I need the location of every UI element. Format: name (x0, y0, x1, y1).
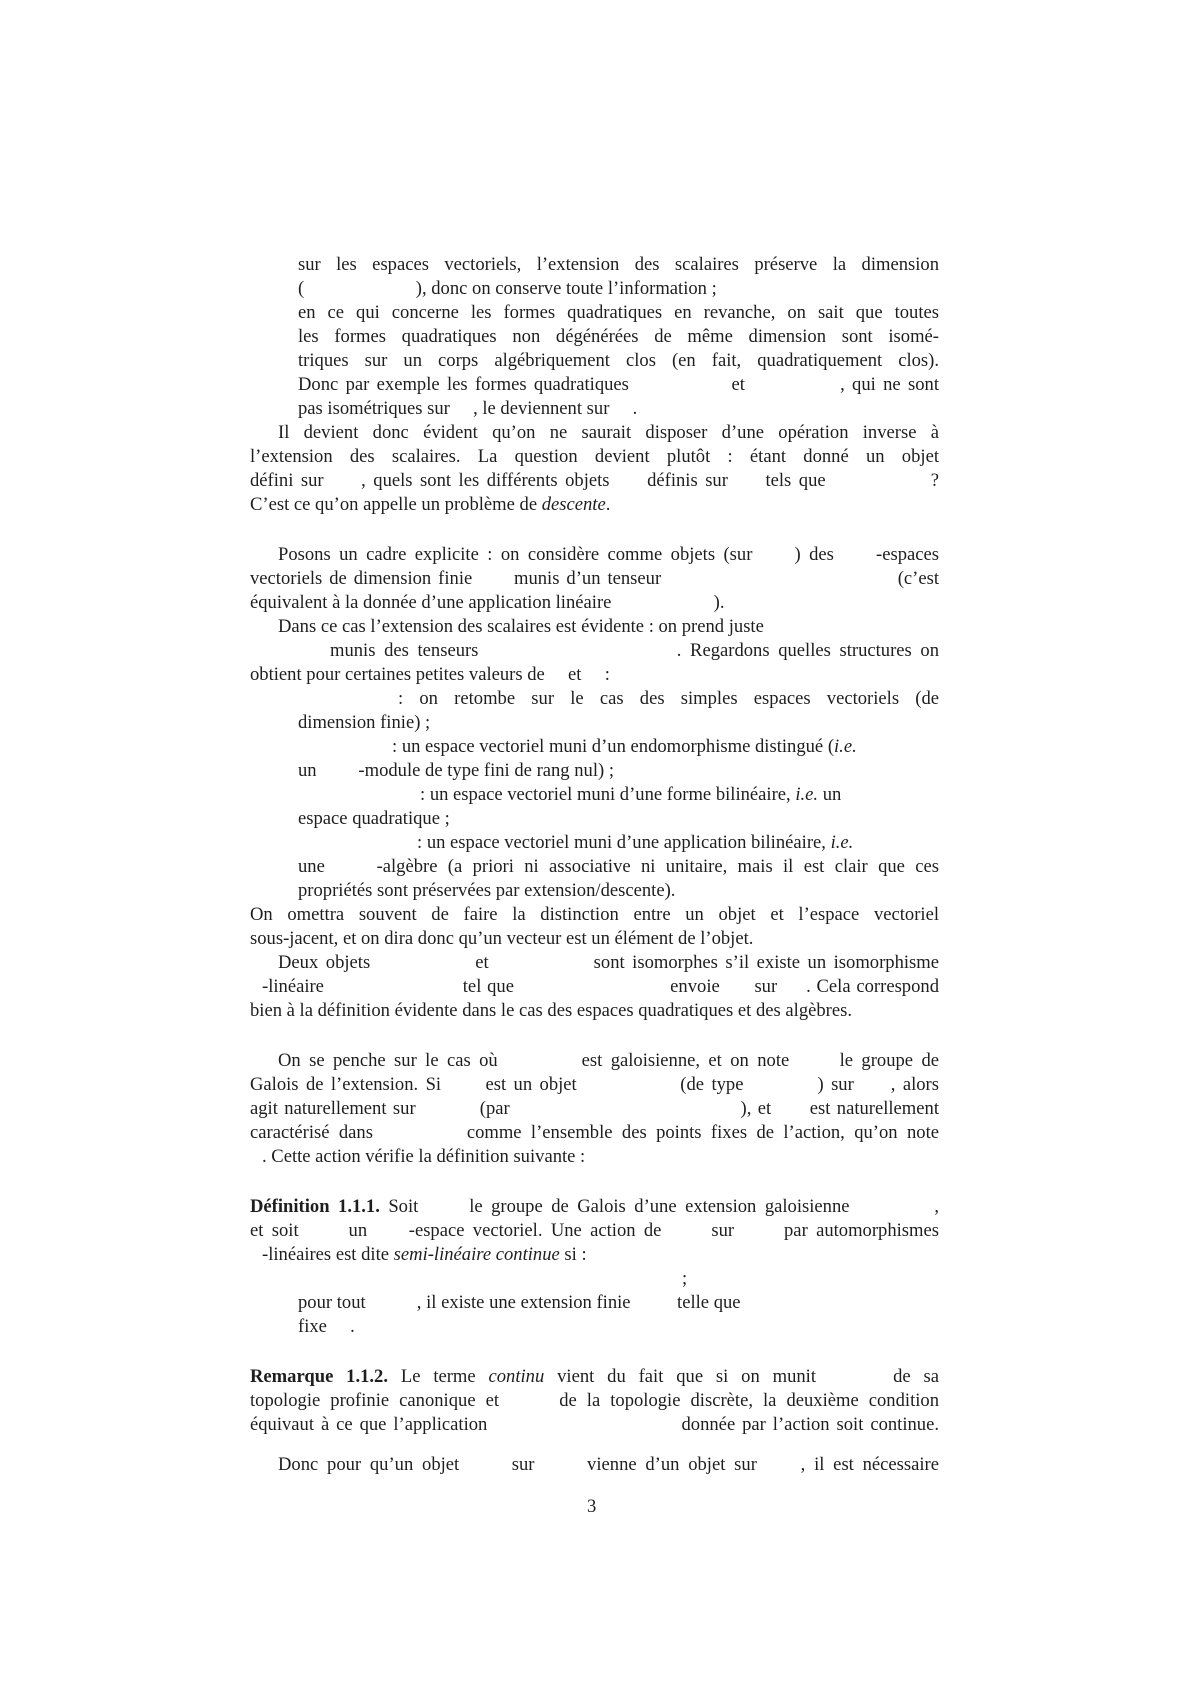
text-line: sous-jacent, et on dira donc qu’un vecteur est un élément de l’objet. (250, 928, 754, 949)
text-line: dimension finie) ; (298, 712, 431, 733)
remark-heading: Remarque 1.1.2. Le terme continu vient du fait que si on munit de sa (250, 1366, 939, 1387)
emphasis: i.e. (834, 736, 857, 757)
text-line: vectoriels de dimension finie munis d’un tenseur (c’est (250, 568, 939, 589)
text-line: fixe . (298, 1316, 355, 1337)
text-line: ( ), donc on conserve toute l’information ; (298, 278, 717, 299)
text-line: Donc pour qu’un objet sur vienne d’un objet sur , il est nécessaire (278, 1454, 939, 1475)
emphasis: i.e. (830, 832, 854, 853)
text-line: équivalent à la donnée d’une application linéaire ). (250, 592, 725, 613)
text-line: Donc par exemple les formes quadratiques et , qui ne sont (298, 374, 939, 395)
text-line: Deux objets et sont isomorphes s’il existe un isomorphisme (278, 952, 939, 973)
text-line: les formes quadratiques non dégénérées de même dimension sont isomé- (298, 326, 939, 347)
text-line: obtient pour certaines petites valeurs de et : (250, 664, 610, 685)
text-line: Dans ce cas l’extension des scalaires est évidente : on prend juste (278, 616, 764, 637)
text-line: C’est ce qu’on appelle un problème de descente. (250, 494, 611, 515)
text-line: espace quadratique ; (298, 808, 450, 829)
text-line: Posons un cadre explicite : on considère comme objets (sur ) des -espaces (278, 544, 939, 565)
text-line: Il devient donc évident qu’on ne saurait disposer d’une opération inverse à (278, 422, 939, 443)
text-line: : on retombe sur le cas des simples espaces vectoriels (de (398, 688, 939, 709)
text-line: triques sur un corps algébriquement clos (en fait, quadratiquement clos). (298, 350, 939, 371)
text-line: pas isométriques sur , le deviennent sur . (298, 398, 638, 419)
text-line: bien à la définition évidente dans le cas des espaces quadratiques et des algèbres. (250, 1000, 852, 1021)
text-line: caractérisé dans comme l’ensemble des points fixes de l’action, qu’on note (250, 1122, 939, 1143)
text-line: topologie profinie canonique et de la topologie discrète, la deuxième condition (250, 1390, 939, 1411)
text-line: défini sur , quels sont les différents objets définis sur tels que ? (250, 470, 939, 491)
emphasis: continu (488, 1366, 545, 1387)
emphasis: semi-linéaire continue (393, 1244, 560, 1265)
text-line: en ce qui concerne les formes quadratiques en revanche, on sait que toutes (298, 302, 939, 323)
definition-heading: Définition 1.1.1. Soit le groupe de Galois d’une extension galoisienne , (250, 1196, 939, 1217)
text-line: -linéaires est dite semi-linéaire continue si : (262, 1244, 587, 1265)
text-line: agit naturellement sur (par ), et est naturellement (250, 1098, 939, 1119)
text-line: propriétés sont préservées par extension/descente). (298, 880, 676, 901)
text-line: pour tout , il existe une extension finie telle que (298, 1292, 741, 1313)
text-line: et soit un -espace vectoriel. Une action de sur par automorphismes (250, 1220, 939, 1241)
definition-label: Définition 1.1.1. (250, 1196, 380, 1217)
emphasis: descente (541, 494, 606, 515)
page-number: 3 (587, 1496, 597, 1517)
text-line: . Cette action vérifie la définition suivante : (262, 1146, 586, 1167)
text-line: Galois de l’extension. Si est un objet (de type ) sur , alors (250, 1074, 939, 1095)
text-line: On omettra souvent de faire la distinction entre un objet et l’espace vectoriel (250, 904, 939, 925)
text-line: ; (682, 1268, 688, 1289)
emphasis: i.e. (795, 784, 819, 805)
text-line: On se penche sur le cas où est galoisienne, et on note le groupe de (278, 1050, 939, 1071)
text-line: sur les espaces vectoriels, l’extension des scalaires préserve la dimension (298, 254, 939, 275)
text-line: : un espace vectoriel muni d’un endomorphisme distingué (i.e. (392, 736, 857, 757)
text-line: : un espace vectoriel muni d’une forme bilinéaire, i.e. un (420, 784, 842, 805)
remark-label: Remarque 1.1.2. (250, 1366, 389, 1387)
text-line: un -module de type fini de rang nul) ; (298, 760, 615, 781)
text-line: -linéaire tel que envoie sur . Cela correspond (262, 976, 939, 997)
text-line: l’extension des scalaires. La question devient plutôt : étant donné un objet (250, 446, 939, 467)
text-line: munis des tenseurs . Regardons quelles structures on (330, 640, 939, 661)
text-line: : un espace vectoriel muni d’une application bilinéaire, i.e. (417, 832, 854, 853)
text-line: une -algèbre (a priori ni associative ni unitaire, mais il est clair que ces (298, 856, 939, 877)
text-line: équivaut à ce que l’application donnée par l’action soit continue. (250, 1414, 939, 1435)
